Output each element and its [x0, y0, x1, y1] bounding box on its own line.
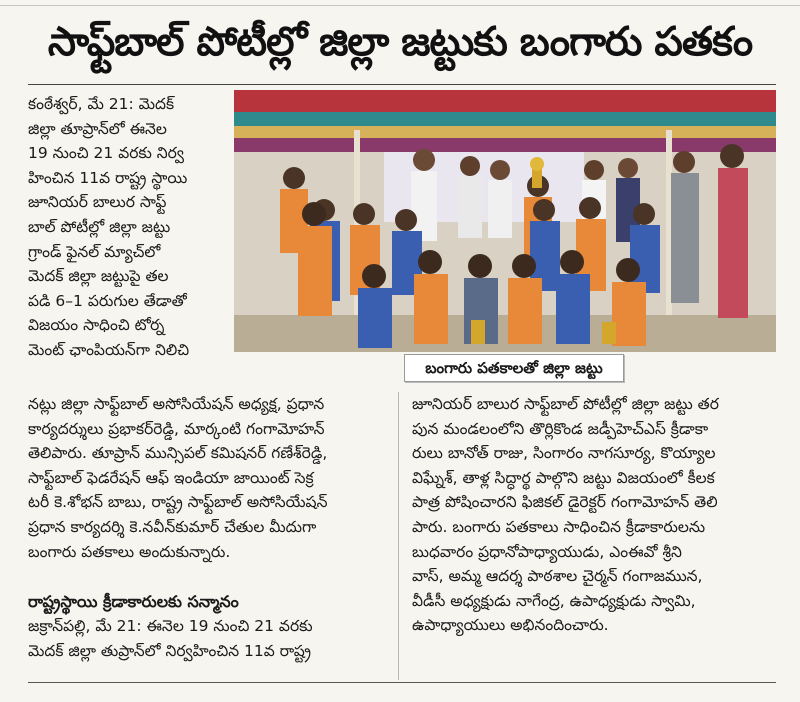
- photo-caption: బంగారు పతకాలతో జిల్లా జట్టు: [404, 354, 624, 382]
- article-body-left: [28, 392, 388, 564]
- article-body-left-top: [28, 92, 228, 363]
- team-photo: [234, 90, 776, 352]
- bottom-rule: [28, 682, 776, 683]
- paragraph-continued: నట్లు జిల్లా సాఫ్ట్‌బాల్ అసోసియేషన్ అధ్యక్ష, ప్రధాన కార్యదర్శులు ప్రభాకర్‌రెడ్డి, మార్కంటి గంగామోహన్ తెలిపారు. తూప్రాన్ మున్సిపల్ కమిషనర్ గణేశ్‌రెడ్డి, సాఫ్ట్‌బాల్ ఫెడరేషన్ ఆఫ్ ఇండియా జాయింట్ సెక్ర టరీ కె.శోభన్ బాబు, రాష్ట్ర సాఫ్ట్‌బాల్ అసోసియేషన్ ప్రధాన కార్యదర్శి కె.నవీన్‌కుమార్ చేతుల మీదుగా బంగారు పతకాలు అందుకున్నారు.: [28, 395, 328, 561]
- headline-rule: [28, 84, 776, 85]
- team-photo-illustration: [234, 90, 776, 352]
- article-body-right: [412, 392, 778, 638]
- paragraph-second-story: జక్రాన్‌పల్లి, మే 21: ఈనెల 19 నుంచి 21 వరకు మెదక్ జిల్లా తుప్రాన్‌లో నిర్వహించిన 11వ రాష్ట్ర: [28, 617, 313, 660]
- article-body-left-tail: [28, 614, 388, 663]
- canopy-pattern: [234, 90, 776, 152]
- subheading: రాష్ట్రస్థాయి క్రీడాకారులకు సన్మానం: [28, 592, 239, 611]
- ground: [234, 315, 776, 352]
- headline: సాఫ్ట్‌బాల్ పోటీల్లో జిల్లా జట్టుకు బంగారు పతకం: [47, 19, 753, 65]
- column-divider: [398, 392, 399, 680]
- paragraph-right: జూనియర్ బాలుర సాఫ్ట్‌బాల్ పోటీల్లో జిల్లా జట్టు తర పున మండలంలోని తొర్లికొండ జడ్పీహెచ్ఎస్ క్రీడాకా రులు బానోత్ రాజు, సింగారం నాగసూర్య, కొయ్యాల విఘ్నేశ్, తాళ్ల సిద్ధార్థ పాల్గొని జట్టు విజయంలో కీలక పాత్ర పోషించారని ఫిజికల్ డైరెక్టర్ గంగామోహన్ తెలి పారు. బంగారు పతకాలు సాధించిన క్రీడాకారులను బుధవారం ప్రధానోపాధ్యాయుడు, ఎంఈవో శ్రీని వాస్, అమ్మ ఆదర్శ పాఠశాల చైర్మన్ గంగాజమున, వీడీసీ అధ్యక్షుడు నాగేంద్ర, ఉపాధ్యక్షుడు స్వామి, ఉపాధ్యాయులు అభినందించారు.: [412, 395, 719, 635]
- paragraph-intro: కంఠేశ్వర్, మే 21: మెదక్ జిల్లా తూప్రాన్‌లో ఈనెల 19 నుంచి 21 వరకు నిర్వ హించిన 11వ రాష్ట్ర స్థాయి జూనియర్ బాలుర సాఫ్ట్ బాల్ పోటీల్లో జిల్లా జట్టు గ్రాండ్ ఫైనల్ మ్యాచ్‌లో మెదక్ జిల్లా జట్టుపై తల పడి 6–1 పరుగుల తేడాతో విజయం సాధించి టోర్న మెంట్ ఛాంపియన్‌గా నిలిచి: [28, 95, 190, 359]
- page-top-border: [0, 0, 800, 6]
